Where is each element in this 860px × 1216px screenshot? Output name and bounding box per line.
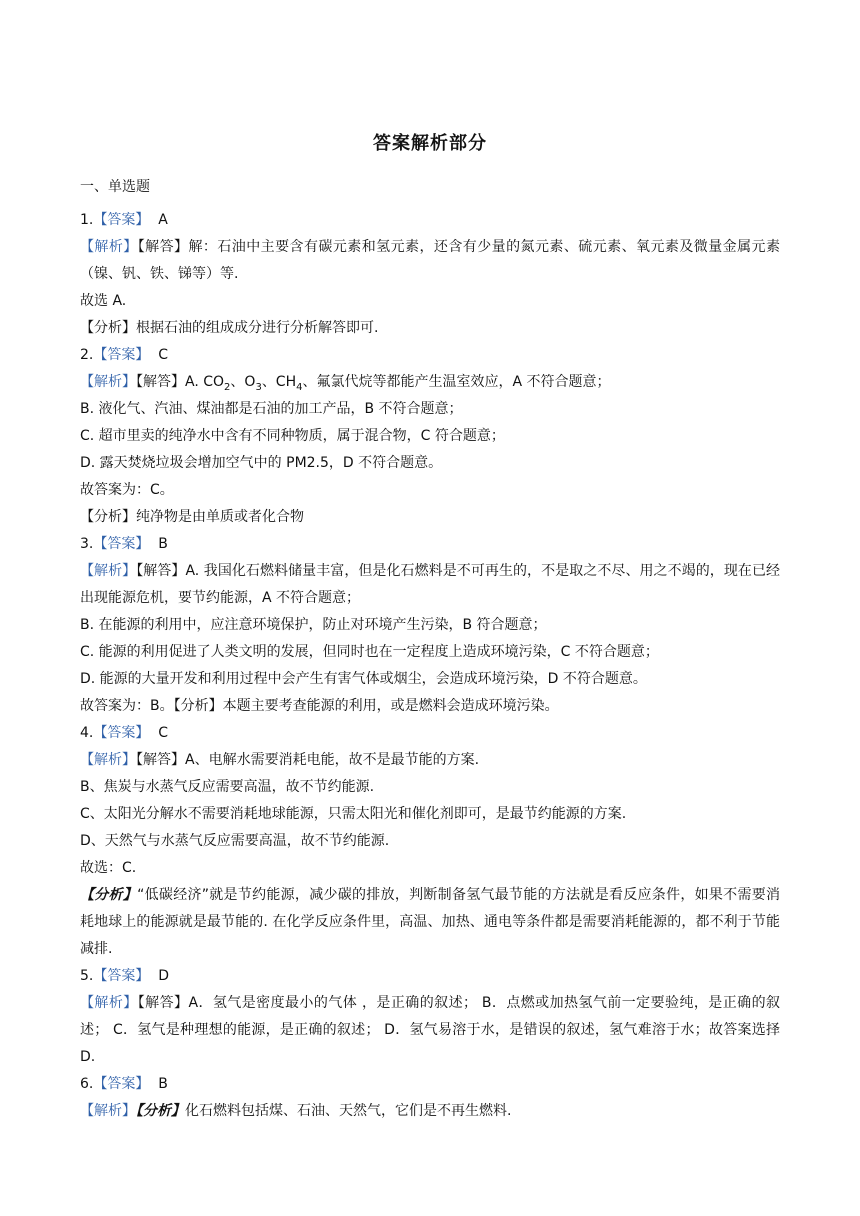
q3-analysis-text: 本题主要考查能源的利用，或是燃料会造成环境污染。: [222, 698, 559, 714]
q3-option-c: C. 能源的利用促进了人类文明的发展，但同时也在一定程度上造成环境污染，C 不符合题意；: [80, 644, 659, 660]
q3-explain-tag: 【解析】: [80, 563, 137, 579]
q2-a-text: A. CO: [185, 374, 225, 390]
q3-answer-line: [80, 531, 780, 558]
q5-solve-text: A．氢气是密度最小的气体 ，是正确的叙述； B．点燃或加热氢气前一定要验纯，是正确的叙述； C．氢气是种理想的能源，是正确的叙述； D．氢气易溶于水，是错误的叙述，氢气难溶于水；故答案选择 D.: [80, 995, 781, 1065]
q3-number: 3.: [80, 536, 94, 552]
q2-option-b: B. 液化气、汽油、煤油都是石油的加工产品，B 不符合题意；: [80, 401, 463, 417]
q4-analysis: [80, 882, 780, 963]
q4-number: 4.: [80, 725, 94, 741]
q3-option-d: D. 能源的大量开发和利用过程中会产生有害气体或烟尘，会造成环境污染，D 不符合题意。: [80, 671, 647, 687]
q3-solve-tag: 【解答】: [136, 563, 186, 579]
page-title: 答案解析部分: [373, 133, 487, 154]
q5-solve: [80, 990, 780, 1071]
q3-answer-tag: 【答案】: [93, 536, 150, 552]
q1-analysis: [80, 315, 780, 342]
q2-a-text2: 、O: [230, 374, 256, 390]
q2-explain-tag: 【解析】: [80, 374, 136, 390]
section-heading: 一、单选题: [80, 179, 150, 195]
q2-analysis-tag: 【分析】: [80, 509, 136, 525]
q4-option-b: B、焦炭与水蒸气反应需要高温，故不节约能源.: [80, 779, 375, 795]
q1-number: 1.: [80, 212, 94, 228]
q4-analysis-text: “低碳经济”就是节约能源，减少碳的排放，判断制备氢气最节能的方法就是看反应条件，如果不需要消耗地球上的能源就是最节能的. 在化学反应条件里，高温、加热、通电等条件都是需要消耗能源的，都不利于节能减排.: [80, 887, 780, 957]
q1-solve-text: 解：石油中主要含有碳元素和氢元素，还含有少量的氮元素、硫元素、氧元素及微量金属元素（镍、钒、铁、锑等）等.: [80, 239, 780, 282]
q3-analysis-tag: 【分析】: [173, 698, 223, 714]
q2-a-sub3: 4: [296, 381, 303, 393]
q4-option-d: D、天然气与水蒸气反应需要高温，故不节约能源.: [80, 833, 390, 849]
q3-answer: B: [158, 536, 168, 552]
q4-option-c: C、太阳光分解水不需要消耗地球能源，只需太阳光和催化剂即可，是最节约能源的方案.: [80, 806, 627, 822]
q2-a-text4: 、氟氯代烷等都能产生温室效应，A 不符合题意；: [302, 374, 611, 390]
q1-answer: A: [158, 212, 168, 228]
q2-answer: C: [158, 347, 169, 363]
q4-explain-tag: 【解析】: [80, 752, 136, 768]
q1-solve-tag: 【解答】: [137, 239, 189, 255]
q2-analysis-text: 纯净物是由单质或者化合物: [136, 509, 304, 525]
q6-answer: B: [158, 1076, 168, 1092]
q2-a-sub1: 2: [224, 381, 231, 393]
q1-analysis-text: 根据石油的组成成分进行分析解答即可.: [136, 320, 379, 336]
q1-answer-line: [80, 207, 780, 234]
q1-explain-tag: 【解析】: [80, 239, 138, 255]
q4-answer-line: [80, 720, 780, 747]
q2-option-c: C. 超市里卖的纯净水中含有不同种物质，属于混合物，C 符合题意；: [80, 428, 505, 444]
q2-a-sub2: 3: [255, 381, 262, 393]
q6-answer-tag: 【答案】: [93, 1076, 150, 1092]
q4-a-text: A、电解水需要消耗电能，故不是最节能的方案.: [185, 752, 480, 768]
q2-answer-line: [80, 342, 780, 369]
q2-option-d: D. 露天焚烧垃圾会增加空气中的 PM2.5，D 不符合题意。: [80, 455, 443, 471]
q6-explain-tag: 【解析】: [80, 1103, 136, 1119]
q1-answer-tag: 【答案】: [93, 212, 150, 228]
q2-solve-tag: 【解答】: [136, 374, 185, 390]
q5-solve-tag: 【解答】: [137, 995, 189, 1011]
q5-answer-tag: 【答案】: [93, 968, 150, 984]
q6-analysis-text: 化石燃料包括煤、石油、天然气，它们是不再生燃料.: [185, 1103, 512, 1119]
q1-analysis-tag: 【分析】: [80, 320, 136, 336]
q5-number: 5.: [80, 968, 94, 984]
q4-conclusion: 故选：C.: [80, 860, 137, 876]
q6-answer-line: [80, 1071, 780, 1098]
q5-answer-line: [80, 963, 780, 990]
q4-answer-tag: 【答案】: [93, 725, 150, 741]
q4-solve-tag: 【解答】: [136, 752, 185, 768]
q4-answer: C: [158, 725, 169, 741]
q2-number: 2.: [80, 347, 94, 363]
answer-content: [80, 207, 780, 1125]
q6-number: 6.: [80, 1076, 94, 1092]
q2-analysis: [80, 504, 780, 531]
q3-conclusion: [80, 693, 780, 720]
q6-analysis-tag: 【分析】: [136, 1103, 185, 1119]
q2-answer-tag: 【答案】: [93, 347, 150, 363]
q3-conclusion-text: 故答案为：B。: [80, 698, 174, 714]
q1-solve: [80, 234, 780, 288]
q1-conclusion: 故选 A.: [80, 293, 127, 309]
q2-option-a: [80, 369, 780, 396]
q6-analysis: [80, 1098, 780, 1125]
q4-analysis-tag: 【分析】: [80, 887, 138, 903]
q3-a-text: A. 我国化石燃料储量丰富，但是化石燃料是不可再生的，不是取之不尽、用之不竭的，现在已经出现能源危机，要节约能源，A 不符合题意；: [80, 563, 781, 606]
q5-answer: D: [158, 968, 170, 984]
q2-conclusion: 故答案为：C。: [80, 482, 174, 498]
q4-option-a: [80, 747, 780, 774]
q5-explain-tag: 【解析】: [80, 995, 138, 1011]
q3-option-b: B. 在能源的利用中，应注意环境保护，防止对环境产生污染，B 符合题意；: [80, 617, 547, 633]
q3-option-a: [80, 558, 780, 612]
q2-a-text3: 、CH: [261, 374, 297, 390]
